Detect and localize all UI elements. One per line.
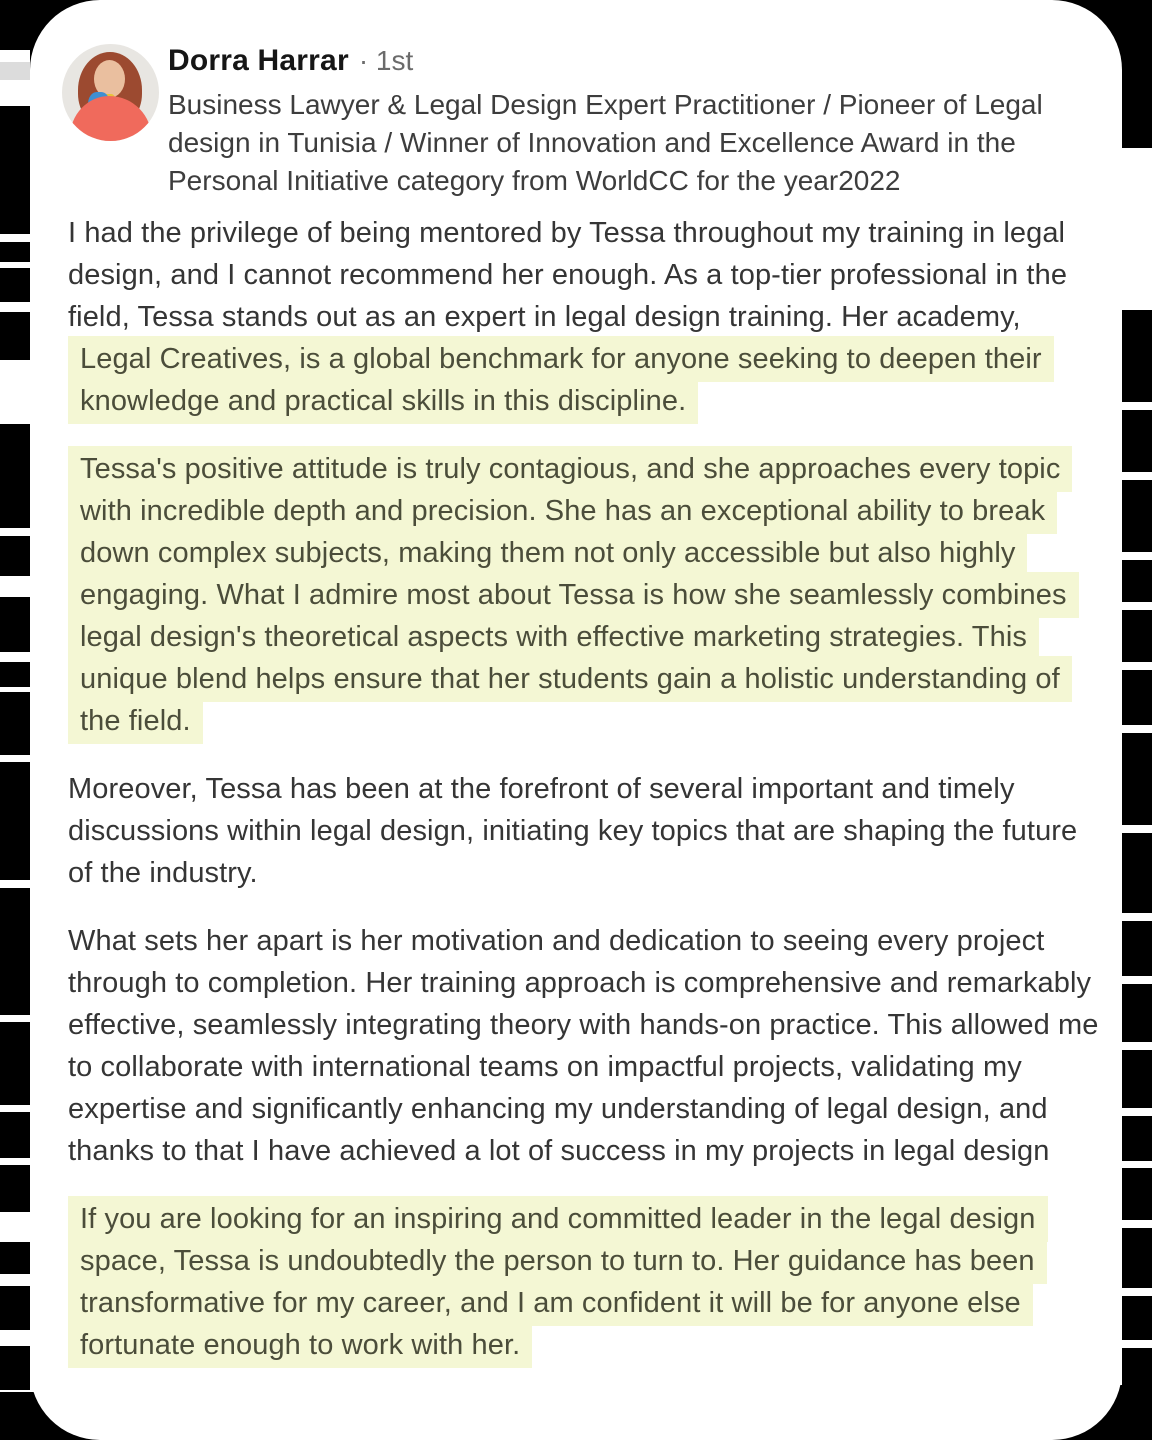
- redaction-bar: [1122, 480, 1152, 552]
- redaction-bar: [1122, 610, 1152, 662]
- redaction-bar: [1122, 410, 1152, 472]
- redaction-bar: [1122, 0, 1152, 148]
- redaction-bar: [0, 424, 30, 528]
- redaction-bar: [1122, 733, 1152, 825]
- redaction-bar: [1122, 1168, 1152, 1220]
- redaction-bar: [1122, 921, 1152, 976]
- text-segment: Moreover, Tessa has been at the forefront of several important and timely discussions within legal design, initiating key topics that are shaping the future of the industry.: [68, 773, 1078, 889]
- paragraph-2: [68, 448, 1104, 742]
- redaction-bar: [0, 312, 30, 360]
- post-body: [68, 212, 1104, 1392]
- paragraph-3: [68, 768, 1104, 894]
- paragraph-1: [68, 212, 1104, 422]
- connection-degree: · 1st: [358, 45, 414, 76]
- redaction-bar: [0, 662, 30, 687]
- redaction-bar: [0, 888, 30, 1015]
- redaction-bar: [0, 1112, 30, 1158]
- redaction-bar: [0, 1286, 30, 1330]
- highlighted-text-segment: If you are looking for an inspiring and committed leader in the legal design space, Tessa is undoubtedly the person to turn to. Her guidance has been transformative for my career, and I am confident it will be for anyone else fortunate enough to work with her.: [68, 1196, 1048, 1368]
- text-segment: What sets her apart is her motivation and dedication to seeing every project through to completion. Her training approach is comprehensive and remarkably effective, seamlessly integrating theory with hands-on practice. This allowed me to collaborate with international teams on impactful projects, validating my expertise and significantly enhancing my understanding of legal design, and thanks to that I have achieved a lot of success in my projects in legal design: [68, 925, 1099, 1167]
- redaction-bar: [1122, 310, 1152, 402]
- avatar[interactable]: [62, 44, 159, 141]
- redaction-bar: [0, 1346, 30, 1390]
- redaction-bar: [0, 268, 30, 302]
- highlighted-text-segment: Legal Creatives, is a global benchmark for anyone seeking to deepen their knowledge and practical skills in this discipline.: [68, 336, 1054, 424]
- redaction-bar: [0, 597, 30, 652]
- redaction-bar: [0, 536, 30, 576]
- author-name[interactable]: Dorra Harrar: [168, 44, 349, 77]
- author-headline: Business Lawyer & Legal Design Expert Practitioner / Pioneer of Legal design in Tunisia / Winner of Innovation and Excellence Award in the Personal Initiative category from WorldCC for the year2022: [168, 89, 1043, 196]
- redaction-bar: [1122, 1050, 1152, 1108]
- redaction-bar: [0, 1165, 30, 1212]
- redaction-bar: [1122, 1296, 1152, 1340]
- recommendation-card: [30, 0, 1122, 1440]
- redaction-bar: [0, 106, 30, 234]
- highlighted-text-segment: Tessa's positive attitude is truly contagious, and she approaches every topic with incredible depth and precision. She has an exceptional ability to break down complex subjects, making them not only accessible but also highly engaging. What I admire most about Tessa is how she seamlessly combines legal design's theoretical aspects with effective marketing strategies. This unique blend helps ensure that her students gain a holistic understanding of the field.: [68, 446, 1079, 744]
- redaction-bar: [0, 62, 30, 80]
- redaction-bar: [0, 0, 30, 50]
- redaction-bar: [0, 242, 30, 262]
- redaction-bar: [0, 1022, 30, 1105]
- redaction-bar: [0, 1242, 30, 1274]
- redaction-bar: [1122, 833, 1152, 913]
- paragraph-4: [68, 920, 1104, 1172]
- redaction-bar: [1122, 1116, 1152, 1161]
- redaction-bar: [1122, 1228, 1152, 1288]
- redaction-bar: [1122, 560, 1152, 602]
- paragraph-5: [68, 1198, 1104, 1366]
- text-segment: I had the privilege of being mentored by Tessa throughout my training in legal design, and I cannot recommend her enough. As a top-tier professional in the field, Tessa stands out as an expert in legal design training. Her academy,: [68, 217, 1068, 333]
- redaction-bar: [0, 692, 30, 755]
- redaction-bar: [1122, 984, 1152, 1042]
- author-line: [168, 44, 413, 78]
- redaction-bar: [1122, 670, 1152, 725]
- redaction-bar: [0, 762, 30, 880]
